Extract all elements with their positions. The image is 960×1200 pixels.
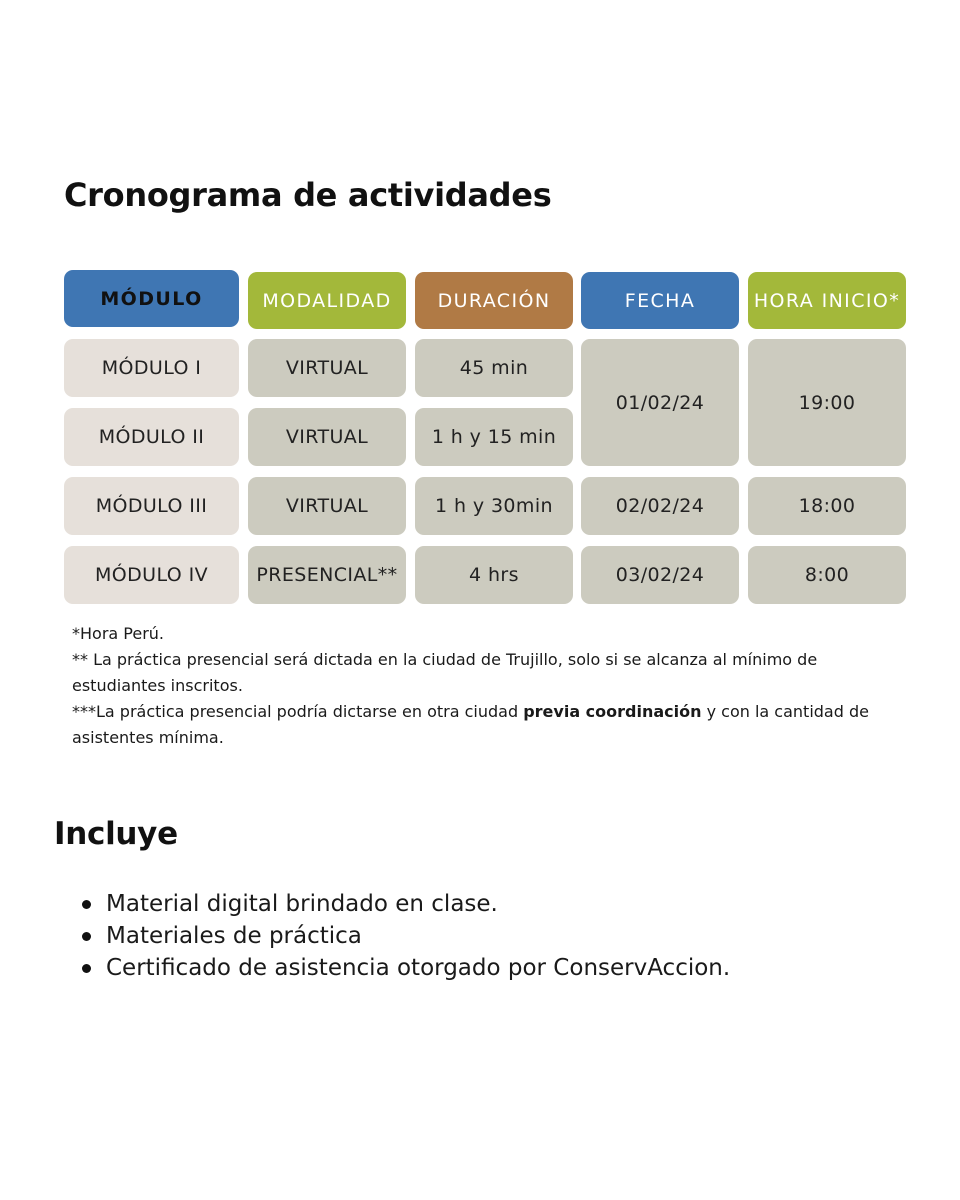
hora-label: 18:00 [798, 495, 856, 517]
table-cell-duracion [415, 477, 573, 535]
footnote-bold: previa coordinación [523, 702, 702, 721]
table-cell-modulo [64, 408, 239, 466]
header-duracion-label: DURACIÓN [437, 289, 551, 312]
header-duracion [415, 272, 573, 329]
footnote-text: ***La práctica presencial podría dictarse en otra ciudad [72, 702, 524, 721]
modulo-label: MÓDULO IV [95, 564, 208, 586]
table-cell-modulo [64, 339, 239, 397]
incluye-list [80, 888, 730, 984]
header-modalidad-label: MODALIDAD [262, 289, 392, 312]
fecha-label: 01/02/24 [615, 391, 705, 414]
list-item [80, 920, 730, 952]
table-cell-hora-merged [748, 339, 906, 466]
table-cell-fecha [581, 546, 739, 604]
table-cell-modalidad [248, 546, 406, 604]
footnote-hora: *Hora Perú. [72, 624, 165, 643]
list-item-label: Materiales de práctica [106, 923, 362, 949]
modulo-label: MÓDULO III [95, 495, 208, 517]
bullet-icon [82, 900, 91, 909]
footnote-otra-ciudad [72, 699, 912, 751]
table-cell-modalidad [248, 408, 406, 466]
list-item-label: Certificado de asistencia otorgado por ConservAccion. [106, 955, 731, 981]
modalidad-label: VIRTUAL [285, 426, 369, 448]
footnotes [72, 621, 912, 751]
list-item [80, 888, 730, 920]
hora-label: 19:00 [798, 391, 856, 414]
modulo-label: MÓDULO II [98, 426, 205, 448]
list-item-label: Material digital brindado en clase. [106, 891, 498, 917]
bullet-icon [82, 964, 91, 973]
duracion-label: 4 hrs [469, 564, 519, 586]
header-fecha [581, 272, 739, 329]
table-cell-duracion [415, 339, 573, 397]
table-cell-fecha [581, 477, 739, 535]
header-modalidad [248, 272, 406, 329]
page-title: Cronograma de actividades [64, 176, 552, 214]
header-hora-label: HORA INICIO* [753, 289, 901, 312]
header-fecha-label: FECHA [624, 289, 696, 312]
header-hora [748, 272, 906, 329]
table-cell-modalidad [248, 339, 406, 397]
modalidad-label: VIRTUAL [285, 495, 369, 517]
table-cell-modalidad [248, 477, 406, 535]
fecha-label: 02/02/24 [615, 495, 705, 517]
table-cell-duracion [415, 408, 573, 466]
duracion-label: 45 min [459, 357, 529, 379]
modulo-label: MÓDULO I [101, 357, 202, 379]
header-modulo [64, 270, 239, 327]
table-cell-duracion [415, 546, 573, 604]
table-cell-fecha-merged [581, 339, 739, 466]
duracion-label: 1 h y 15 min [431, 426, 557, 448]
header-modulo-label: MÓDULO [100, 287, 203, 310]
fecha-label: 03/02/24 [615, 564, 705, 586]
footnote-text: y con la cantidad de asistentes mínima. [72, 702, 869, 747]
table-cell-modulo [64, 477, 239, 535]
modalidad-label: PRESENCIAL** [256, 564, 398, 586]
table-cell-hora [748, 477, 906, 535]
bullet-icon [82, 932, 91, 941]
list-item [80, 952, 730, 984]
footnote-presencial: ** La práctica presencial será dictada en la ciudad de Trujillo, solo si se alcanza al mínimo de estudiantes inscritos. [72, 650, 818, 695]
table-cell-modulo [64, 546, 239, 604]
modalidad-label: VIRTUAL [285, 357, 369, 379]
hora-label: 8:00 [804, 564, 850, 586]
duracion-label: 1 h y 30min [435, 495, 553, 517]
incluye-title: Incluye [54, 816, 178, 852]
table-cell-hora [748, 546, 906, 604]
